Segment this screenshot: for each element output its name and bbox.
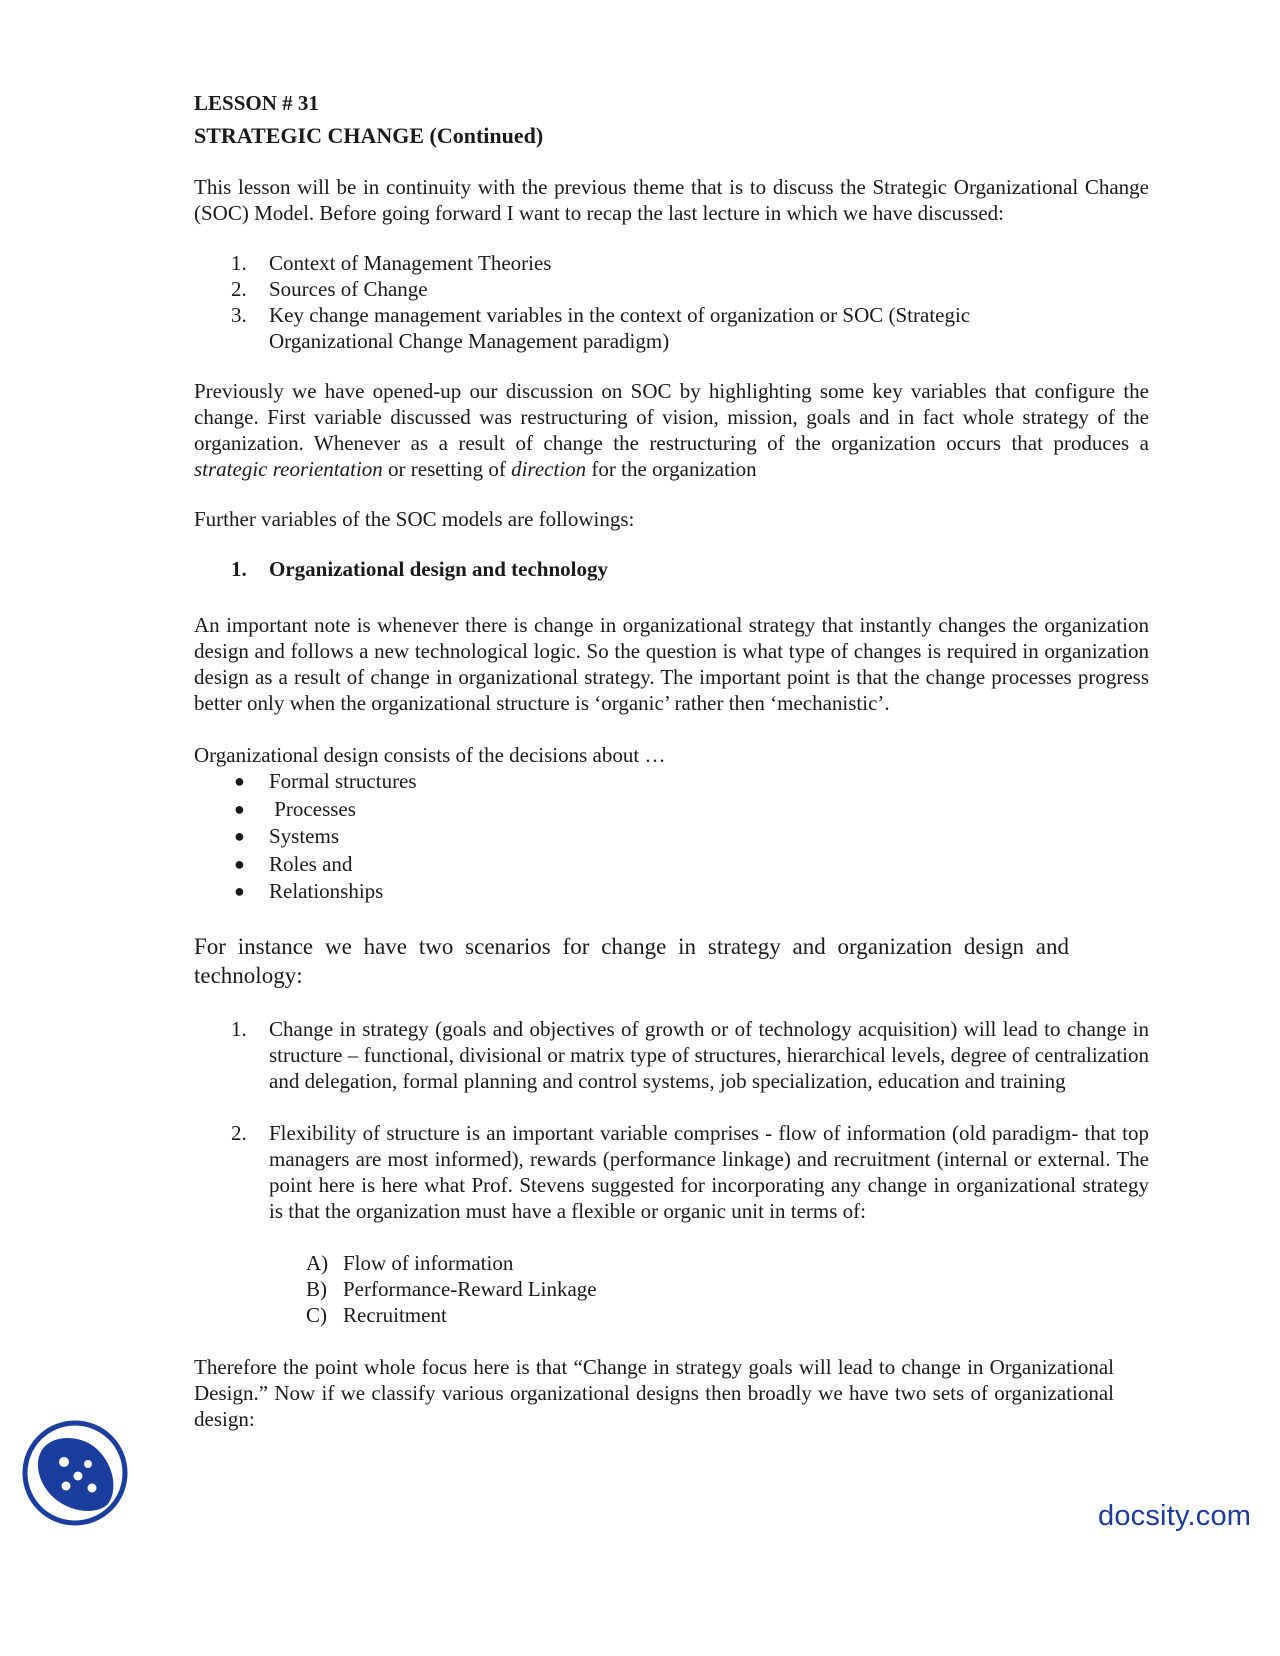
scenarios-intro: For instance we have two scenarios for change in strategy and organization design and technology: [194,933,1069,988]
important-note-paragraph: An important note is whenever there is change in organizational strategy that instantly changes the organization design and follows a new technological logic. So the question is what type of changes is required in organization design as a result of change in organizational strategy. The important point is that the change processes progress better only when the organizational structure is ‘organic’ rather then ‘mechanistic’. [194,613,1149,715]
intro-paragraph: This lesson will be in continuity with the previous theme that is to discuss the Strategic Organizational Change (SOC) Model. Before going forward I want to recap the last lecture in which we have discussed: [194,175,1149,225]
flex-list [194,1250,1149,1328]
list-item [194,250,1149,276]
list-item [194,1250,1149,1276]
lesson-number: LESSON # 31 [194,91,319,115]
previously-text-2: or resetting of [382,457,512,481]
bullet-text: Formal structures [269,769,417,793]
list-marker: 1. [231,1016,247,1041]
list-item-text: Flow of information [343,1250,514,1275]
list-item-text: Performance-Reward Linkage [343,1276,597,1301]
section-marker: 1. [231,557,247,581]
bullet-icon: ● [234,771,245,791]
further-paragraph: Further variables of the SOC models are followings: [194,507,635,531]
list-item-text: Key change management variables in the context of organization or SOC (Strategic Organizational Change Management paradigm) [269,303,971,353]
bullet-item [194,878,1149,906]
bullet-text: Relationships [269,879,384,903]
document-content [194,90,1149,1432]
conclusion-paragraph: Therefore the point whole focus here is that “Change in strategy goals will lead to change in Organizational Design.” Now if we classify various organizational designs then broadly we have two sets of organizational design: [194,1354,1114,1431]
docsity-watermark[interactable]: docsity.com [1098,1500,1252,1532]
list-marker: 3. [231,303,247,327]
previously-paragraph [194,378,1149,482]
bullet-text: Systems [269,824,340,848]
list-item [194,1276,1149,1302]
list-item [194,302,1149,354]
section-heading [194,556,1149,582]
list-item-text: Recruitment [343,1302,447,1327]
docsity-logo-icon [22,1420,128,1526]
design-bullet-list [194,768,1149,906]
list-marker: 2. [231,1120,247,1145]
list-item-text: Sources of Change [269,277,428,301]
list-marker: 1. [231,251,247,275]
bullet-item [194,851,1149,879]
scenario-list [194,1016,1149,1224]
list-item [194,1120,1149,1224]
bullet-text: Processes [269,796,356,821]
list-marker: B) [306,1276,327,1301]
list-item-text: Change in strategy (goals and objectives of growth or of technology acquisition) will lead to change in structure – functional, divisional or matrix type of structures, hierarchical levels, degree of centralization and delegation, formal planning and control systems, job specialization, education and training [269,1016,1149,1093]
bullet-icon: ● [234,881,245,901]
list-item [194,1016,1149,1094]
design-intro: Organizational design consists of the decisions about … [194,743,666,767]
previously-text-1: Previously we have opened-up our discussion on SOC by highlighting some key variables that configure the change. First variable discussed was restructuring of vision, mission, goals and in fact whole strategy of the organization. Whenever as a result of change the restructuring of the organization occurs that produces a [194,379,1149,455]
bullet-text: Roles and [269,851,353,876]
emphasis-direction: direction [511,457,587,481]
list-item-text: Flexibility of structure is an important variable comprises - flow of information (old paradigm- that top managers are most informed), rewards (performance linkage) and recruitment (internal or external. The point here is here what Prof. Stevens suggested for incorporating any change in organizational strategy is that the organization must have a flexible or organic unit in terms of: [269,1120,1149,1223]
list-marker: 2. [231,277,247,301]
bullet-icon: ● [234,826,245,846]
bullet-item [194,796,1149,824]
list-marker: A) [306,1250,329,1275]
list-item-text: Context of Management Theories [269,251,552,275]
emphasis-strategic-reorientation: strategic reorientation [194,457,383,481]
recap-list [194,250,1149,354]
list-marker: C) [306,1302,327,1327]
list-item [194,276,1149,302]
bullet-icon: ● [234,798,245,819]
section-heading-text: Organizational design and technology [269,557,608,581]
bullet-icon: ● [234,853,245,874]
bullet-item [194,768,1149,796]
page-title: STRATEGIC CHANGE (Continued) [194,123,544,148]
list-item [194,1302,1149,1328]
previously-text-3: for the organization [586,457,757,481]
bullet-item [194,823,1149,851]
